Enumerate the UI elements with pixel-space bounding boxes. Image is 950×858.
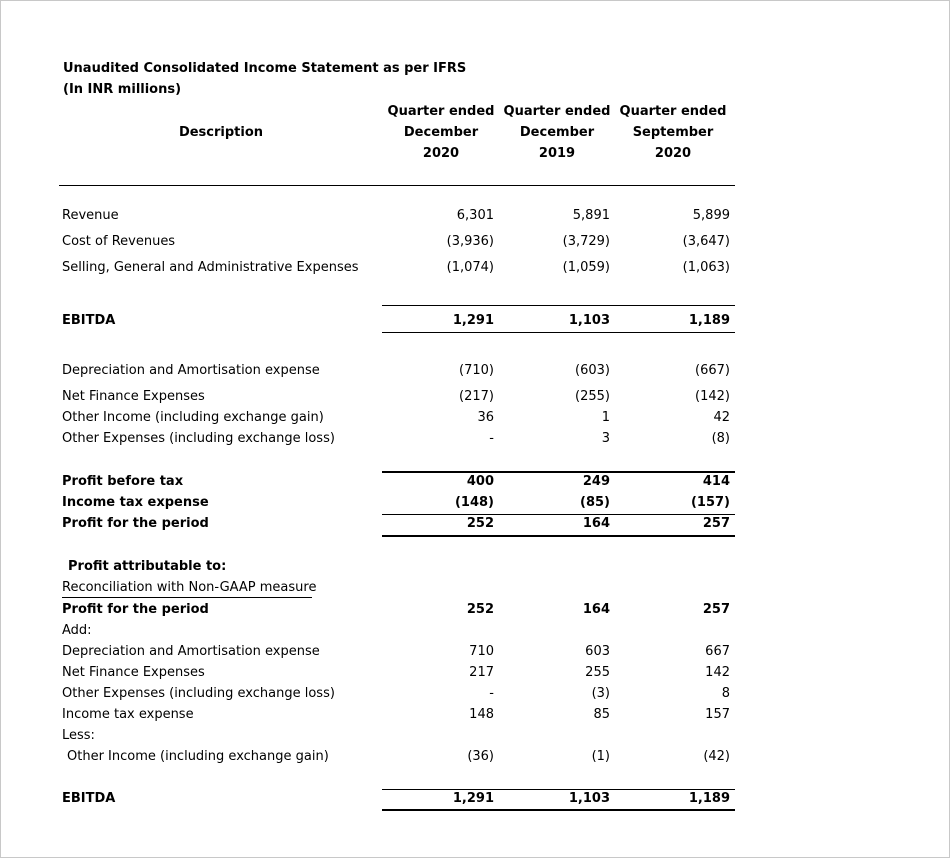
column-header-q3-fy20: [497, 101, 617, 164]
table-row: [1, 208, 950, 228]
final-ebitda-top-rule: [382, 789, 735, 790]
row-value: 142: [705, 665, 730, 680]
row-value: 3: [601, 431, 610, 446]
row-label: Other Income (including exchange gain): [62, 410, 324, 425]
row-value: 1,291: [452, 791, 494, 806]
row-value: (36): [467, 749, 494, 764]
row-value: -: [489, 431, 494, 446]
row-value: 1,103: [568, 791, 610, 806]
column-header-line: 2019: [538, 146, 576, 161]
row-value: (157): [690, 495, 730, 510]
row-value: (3,729): [562, 234, 610, 249]
row-value: 8: [721, 686, 730, 701]
row-value: 667: [705, 644, 730, 659]
table-row: [1, 234, 950, 254]
row-value: 5,899: [692, 208, 730, 223]
row-label: Add:: [62, 623, 92, 638]
column-header-q3-fy21: [381, 101, 501, 164]
row-value: -: [489, 686, 494, 701]
row-value: 164: [582, 516, 610, 531]
row-value: 157: [705, 707, 730, 722]
table-row: [1, 686, 950, 706]
row-value: 255: [585, 665, 610, 680]
column-header-line: Quarter ended: [503, 104, 611, 119]
row-label: Other Income (including exchange gain): [67, 749, 329, 764]
row-value: (710): [459, 363, 494, 378]
row-value: (142): [695, 389, 730, 404]
row-value: 249: [582, 474, 610, 489]
table-row: [1, 389, 950, 409]
row-value: 1: [601, 410, 610, 425]
row-value: 217: [469, 665, 494, 680]
row-value: 252: [466, 602, 494, 617]
row-value: 603: [585, 644, 610, 659]
row-value: 36: [477, 410, 494, 425]
row-label: Other Expenses (including exchange loss): [62, 686, 335, 701]
row-label: EBITDA: [62, 313, 116, 328]
table-row: [1, 431, 950, 451]
row-value: 164: [582, 602, 610, 617]
row-value: 257: [702, 602, 730, 617]
column-header-q2-fy21: [613, 101, 733, 164]
row-label: Depreciation and Amortisation expense: [62, 363, 320, 378]
row-label: Profit before tax: [62, 474, 184, 489]
row-value: 400: [466, 474, 494, 489]
table-row: [1, 665, 950, 685]
row-value: 1,103: [568, 313, 610, 328]
column-header-line: December: [519, 125, 595, 140]
table-row: [1, 623, 950, 643]
row-label: Depreciation and Amortisation expense: [62, 644, 320, 659]
row-value: 1,189: [688, 791, 730, 806]
row-value: 1,189: [688, 313, 730, 328]
ebitda-top-rule: [382, 305, 735, 306]
row-value: (1,063): [682, 260, 730, 275]
table-row: [1, 749, 950, 769]
column-header-line: September: [632, 125, 714, 140]
table-row: [1, 644, 950, 664]
column-header-line: Quarter ended: [619, 104, 727, 119]
row-label: Income tax expense: [62, 495, 209, 510]
row-value: 1,291: [452, 313, 494, 328]
table-row: [1, 580, 950, 600]
row-label: Profit attributable to:: [68, 559, 227, 574]
table-row: [1, 516, 950, 536]
row-value: 42: [713, 410, 730, 425]
row-value: (8): [711, 431, 730, 446]
row-value: 6,301: [456, 208, 494, 223]
table-row: [1, 260, 950, 280]
table-row: [1, 728, 950, 748]
row-value: (1,074): [446, 260, 494, 275]
statement-subtitle: (In INR millions): [63, 82, 182, 97]
row-value: 85: [593, 707, 610, 722]
table-row: [1, 474, 950, 494]
row-value: 414: [702, 474, 730, 489]
table-row: [1, 363, 950, 383]
column-header-line: 2020: [422, 146, 460, 161]
pbt-top-rule: [382, 471, 735, 473]
row-label: Revenue: [62, 208, 119, 223]
row-value: 257: [702, 516, 730, 531]
column-header-line: Quarter ended: [387, 104, 495, 119]
row-value: 148: [469, 707, 494, 722]
row-label: Selling, General and Administrative Expenses: [62, 260, 359, 275]
row-value: (603): [575, 363, 610, 378]
row-label: Income tax expense: [62, 707, 194, 722]
row-value: (667): [695, 363, 730, 378]
description-header: Description: [178, 125, 264, 140]
row-value: (3,647): [682, 234, 730, 249]
row-value: (3,936): [446, 234, 494, 249]
table-row: [1, 602, 950, 622]
row-value: 252: [466, 516, 494, 531]
column-header-line: 2020: [654, 146, 692, 161]
row-label: Other Expenses (including exchange loss): [62, 431, 335, 446]
table-row: [1, 495, 950, 515]
statement-title: Unaudited Consolidated Income Statement as per IFRS: [63, 61, 467, 76]
row-value: (42): [703, 749, 730, 764]
table-row: [1, 410, 950, 430]
row-label: Reconciliation with Non-GAAP measure: [62, 580, 317, 595]
table-row: [1, 559, 950, 579]
row-value: (1,059): [562, 260, 610, 275]
row-label: Cost of Revenues: [62, 234, 176, 249]
table-row: [1, 791, 950, 811]
row-value: (3): [591, 686, 610, 701]
row-value: (217): [459, 389, 494, 404]
column-header-line: December: [403, 125, 479, 140]
row-label: EBITDA: [62, 791, 116, 806]
row-label: Net Finance Expenses: [62, 665, 205, 680]
table-row: [1, 313, 950, 333]
row-value: (1): [591, 749, 610, 764]
row-value: 5,891: [572, 208, 610, 223]
row-label: Profit for the period: [62, 602, 209, 617]
row-value: (85): [580, 495, 610, 510]
row-value: (148): [454, 495, 494, 510]
row-label: Less:: [62, 728, 95, 743]
row-label: Net Finance Expenses: [62, 389, 205, 404]
table-row: [1, 707, 950, 727]
row-label: Profit for the period: [62, 516, 209, 531]
row-value: (255): [575, 389, 610, 404]
row-value: 710: [469, 644, 494, 659]
header-rule: [59, 185, 735, 186]
